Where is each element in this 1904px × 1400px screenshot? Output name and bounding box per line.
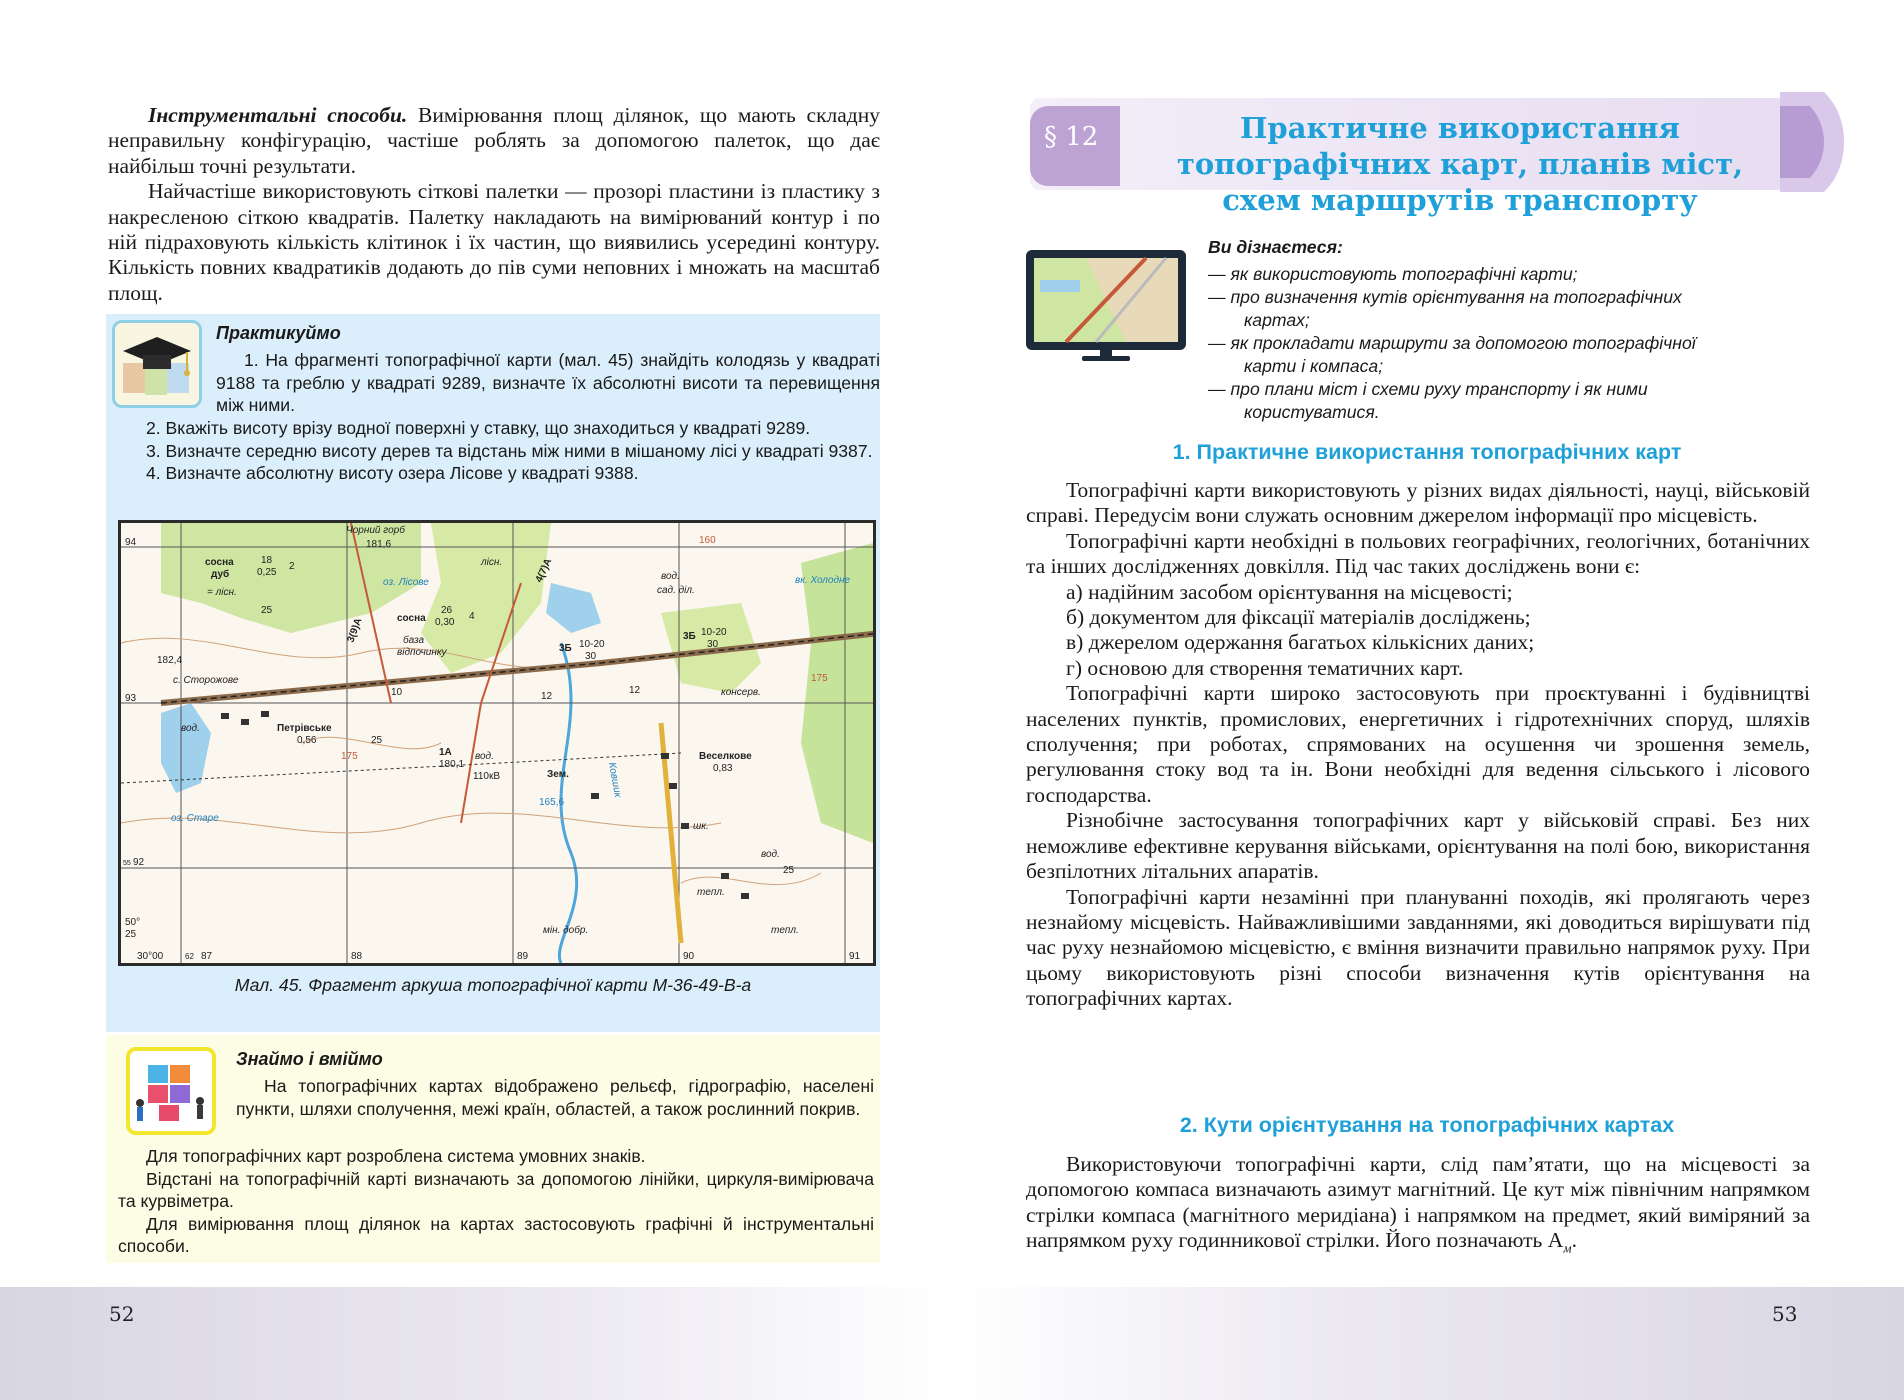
map-label-x91: 91 xyxy=(849,951,861,962)
section-header xyxy=(1010,92,1844,217)
practice-item-3: 3. Визначте середню висоту дерев та відстань між ними в мішаному лісі у квадраті 9387. xyxy=(146,440,873,461)
map-label-chornyi: Чорний горб xyxy=(346,525,405,536)
know-item-4: Для вимірювання площ ділянок на картах застосовують графічні й інструментальні способи. xyxy=(118,1213,874,1256)
map-label-175b: 175 xyxy=(341,751,358,762)
body1-para-5: Топографічні карти незамінні при плануванні походів, які пролягають через незнайому місцевість. Найважливішими завданнями, які доводиться вирішувати під час руху незнайомою місцевістю, є вміння визначити правильно напрямок руху. При цьому використовують різні способи визначення кутів орієнтування на топографічних картах. xyxy=(1026,884,1810,1011)
map-label-baza: база xyxy=(403,635,425,646)
map-label-x90: 90 xyxy=(683,951,695,962)
learn-item-2-text: — про визначення кутів орієнтування на топографічних xyxy=(1208,287,1682,307)
map-label-315a: 3(9)А xyxy=(345,616,365,645)
map-label-lat2: 25 xyxy=(125,929,137,940)
learn-item-1-text: — як використовують топографічні карти; xyxy=(1208,264,1578,284)
practice-item-4: 4. Визначте абсолютну висоту озера Лісове у квадраті 9388. xyxy=(146,463,639,483)
map-label-sosna2: сосна xyxy=(397,613,426,624)
intro-paragraph-1 xyxy=(108,103,880,179)
map-label-025: 0,25 xyxy=(257,567,277,578)
know-item-1: На топографічних картах відображено рельєф, гідрографію, населені пункти, шляхи сполучення, межі країн, областей, а також рослинний покрив. xyxy=(236,1076,874,1119)
map-label-x88: 88 xyxy=(351,951,363,962)
map-label-y94: 94 xyxy=(125,537,137,548)
body1-para-2: Топографічні карти необхідні в польових географічних, геологічних, ботанічних та інших дослідженнях довкілля. Під час таких досліджень вони є: xyxy=(1026,528,1810,579)
learn-item-4 xyxy=(1208,378,1794,424)
map-label-175a: 175 xyxy=(811,673,828,684)
puzzle-people-icon xyxy=(126,1047,216,1135)
map-label-12a: 12 xyxy=(541,691,553,702)
map-label-1020b: 10-20 xyxy=(701,627,727,638)
section-title-line-2: топографічних карт, планів міст, xyxy=(1176,147,1744,181)
map-label-26: 26 xyxy=(441,605,453,616)
learn-item-3-text: — як прокладати маршрути за допомогою топографічної xyxy=(1208,333,1696,353)
map-label-lon: 30°00 xyxy=(137,951,164,962)
map-label-1a: 1А xyxy=(439,747,452,758)
intro-lead: Інструментальні способи. xyxy=(148,103,408,127)
map-label-2: 2 xyxy=(289,561,295,572)
map-label-h1816: 181,6 xyxy=(366,539,392,550)
body1-list-a: а) надійним засобом орієнтування на місцевості; xyxy=(1066,579,1513,604)
map-label-tepl2: тепл. xyxy=(771,925,799,936)
map-label-083: 0,83 xyxy=(713,763,733,774)
map-label-4a: 4(7)А xyxy=(533,556,555,585)
map-label-30a: 30 xyxy=(585,651,597,662)
map-label-1020a: 10-20 xyxy=(579,639,605,650)
map-label-056: 0,56 xyxy=(297,735,317,746)
map-label-sosna1: сосна xyxy=(205,557,234,568)
map-label-lisove: оз. Лісове xyxy=(383,577,429,588)
map-label-shk: шк. xyxy=(693,821,709,832)
map-label-55: 55 xyxy=(123,860,131,867)
map-label-x87: 87 xyxy=(201,951,213,962)
map-label-x89: 89 xyxy=(517,951,529,962)
learn-item-3-cont: карти і компаса; xyxy=(1244,356,1384,376)
map-label-vod1: вод. xyxy=(661,571,680,582)
lake-stare xyxy=(161,703,211,793)
map-label-konserv: консерв. xyxy=(721,687,761,698)
section-title-line-3: схем маршрутів транспорту xyxy=(1222,183,1698,217)
forest-area-east xyxy=(801,543,873,843)
map-label-lisn1: = лісн. xyxy=(207,587,237,598)
body2-end: . xyxy=(1571,1228,1577,1253)
map-label-3b2: 3Б xyxy=(683,631,696,642)
body1-list-d: г) основою для створення тематичних карт. xyxy=(1066,655,1464,680)
section-title-line-1: Практичне використання xyxy=(1240,111,1680,145)
map-label-kovsh: Ковшик xyxy=(606,761,624,799)
right-page xyxy=(1010,0,1904,1400)
map-label-lisn2: лісн. xyxy=(481,557,503,568)
lake-lisove xyxy=(546,583,601,633)
main-road xyxy=(161,633,873,703)
map-label-3b1: 3Б xyxy=(559,643,572,654)
know-title: Знаймо і вміймо xyxy=(236,1049,383,1069)
learn-item-1 xyxy=(1208,263,1794,286)
map-label-25c: 25 xyxy=(783,865,795,876)
map-label-tepl1: тепл. xyxy=(697,887,725,898)
know-items-rest xyxy=(118,1145,874,1258)
learn-list xyxy=(1208,263,1794,424)
practice-item-1: 1. На фрагменті топографічної карти (мал. 45) знайдіть колодязь у квадраті 9188 та греблю у квадраті 9289, визначте їх абсолютні висоти та перевищення між ними. xyxy=(216,350,880,415)
monitor-map-icon xyxy=(1026,250,1196,362)
map-label-10: 10 xyxy=(391,687,403,698)
map-label-18: 18 xyxy=(261,555,273,566)
section-number: § 12 xyxy=(1044,122,1099,152)
map-label-160: 160 xyxy=(699,535,716,546)
practice-item-2: 2. Вкажіть висоту врізу водної поверхні у ставку, що знаходиться у квадраті 9289. xyxy=(146,418,811,438)
map-label-y92: 92 xyxy=(133,857,145,868)
practice-items-rest xyxy=(106,417,880,485)
body1-para-1: Топографічні карти використовують у різних видах діяльності, науці, військовій справі. Передусім вони служать основним джерелом інформації про місцевість. xyxy=(1026,478,1810,528)
map-label-sad: сад. діл. xyxy=(657,585,695,596)
map-label-25b: 25 xyxy=(371,735,383,746)
learn-item-3 xyxy=(1208,332,1794,378)
body1-para-4: Різнобічне застосування топографічних карт у військовій справі. Без них неможливе ефективне керування військами, орієнтування на полі бою, використання безпілотних літальних апаратів. xyxy=(1026,808,1810,884)
map-label-1824: 182,4 xyxy=(157,655,183,666)
learn-item-4-cont: користуватися. xyxy=(1244,402,1380,422)
graduation-cap-icon xyxy=(112,320,202,408)
map-label-030: 0,30 xyxy=(435,617,455,628)
footer-band xyxy=(0,1287,1904,1400)
map-label-veselkove: Веселкове xyxy=(699,751,752,762)
map-label-110kv: 110кВ xyxy=(473,771,500,782)
subsection-heading-1: 1. Практичне використання топографічних карт xyxy=(1172,440,1682,464)
practice-title: Практикуймо xyxy=(216,323,341,343)
map-label-mindobr: мін. добр. xyxy=(543,925,589,936)
learn-item-2 xyxy=(1208,286,1794,332)
map-label-petrivske: Петрівське xyxy=(277,723,332,734)
map-label-30b: 30 xyxy=(707,639,719,650)
learn-item-2-cont: картах; xyxy=(1244,310,1310,330)
learn-item-4-text: — про плани міст і схеми руху транспорту і як ними xyxy=(1208,379,1648,399)
subsection-heading-2: 2. Кути орієнтування на топографічних картах xyxy=(1179,1113,1675,1137)
body2-para-1 xyxy=(1026,1152,1810,1261)
know-item-3: Відстані на топографічній карті визначають за допомогою лінійки, циркуля-вимірювача та курвіметра. xyxy=(118,1168,874,1211)
page-number-right: 53 xyxy=(1772,1302,1798,1326)
page-number-left: 52 xyxy=(109,1302,135,1326)
map-label-1801: 180,1 xyxy=(439,759,465,770)
map-label-y93: 93 xyxy=(125,693,137,704)
map-label-stare: оз. Старе xyxy=(171,813,219,824)
left-page xyxy=(0,0,950,1400)
body1-para-3: Топографічні карти широко застосовують при проєктуванні і будівництві населених пунктів, промислових, енергетичних і гідротехнічних споруд, шляхів сполучення; при роботах, спрямованих на осушення чи зрошення земель, регулювання стоку вод та ін. Вони необхідні для ведення сільського і лісового господарства. xyxy=(1026,681,1810,807)
map-label-x62: 62 xyxy=(185,952,194,961)
map-label-1656: 165,6 xyxy=(539,797,565,808)
map-label-vod4: вод. xyxy=(761,849,780,860)
body1-list-c: в) джерелом одержання багатьох кількісних даних; xyxy=(1066,630,1535,655)
map-label-vidpochynku: відпочинку xyxy=(397,647,447,658)
body2-text: Використовуючи топографічні карти, слід пам’ятати, що на місцевості за допомогою компаса визначають азимут магнітний. Це кут між північним напрямком стрілки компаса (магнітного меридіана) і напрямком на предмет, який виміряний за напрямком руху годинникової стрілки. Його позначають A xyxy=(1026,1152,1810,1253)
map-label-4: 4 xyxy=(469,611,475,622)
topographic-map xyxy=(118,520,876,966)
left-intro-text xyxy=(108,103,880,306)
map-label-storozheve: с. Сторожове xyxy=(173,675,239,686)
map-label-25a: 25 xyxy=(261,605,273,616)
learn-title: Ви дізнаєтеся: xyxy=(1208,237,1343,257)
map-label-vod2: вод. xyxy=(181,723,200,734)
body1-list-b: б) документом для фіксації матеріалів досліджень; xyxy=(1066,605,1531,630)
map-label-12b: 12 xyxy=(629,685,641,696)
map-label-vod3: вод. xyxy=(475,751,494,762)
map-caption: Мал. 45. Фрагмент аркуша топографічної карти M-36-49-B-a xyxy=(234,975,752,995)
map-label-dub: дуб xyxy=(211,569,230,580)
section-title xyxy=(1100,110,1820,218)
practice-box xyxy=(106,314,880,1032)
right-body-2 xyxy=(1026,1152,1810,1261)
know-item-2: Для топографічних карт розроблена система умовних знаків. xyxy=(146,1146,646,1166)
right-body-1 xyxy=(1026,478,1810,1012)
map-label-kholodne: вк. Холодне xyxy=(795,575,851,586)
intro-paragraph-2: Найчастіше використовують сіткові палетки — прозорі пластини із пластику з накресленою сіткою квадратів. Палетку накладають на вимірюваний контур і по ній підраховують кількість клітинок і їх частин, що виявились усередині контуру. Кількість повних квадратиків додають до пів суми неповних і множать на масштаб площ. xyxy=(108,179,880,305)
map-label-lat1: 50° xyxy=(125,917,141,928)
know-box xyxy=(106,1035,880,1263)
intro-paragraph-1-rest: Вимірювання площ ділянок, що мають складну неправильну конфігурацію, частіше роблять за допомогою палеток, що дає найбільш точні результати. xyxy=(108,103,881,178)
body2-subscript: м xyxy=(1563,1240,1572,1256)
map-label-zem: Зем. xyxy=(547,769,569,780)
